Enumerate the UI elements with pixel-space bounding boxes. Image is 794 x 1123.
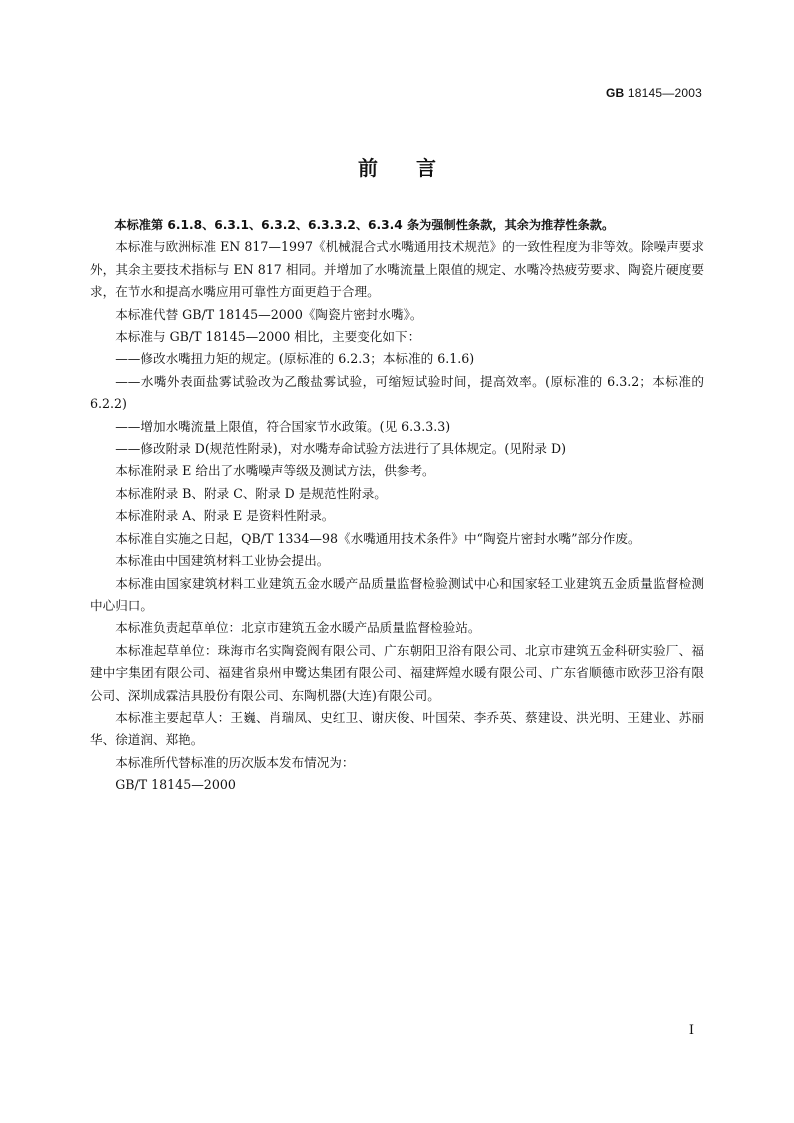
change-item: ——修改水嘴扭力矩的规定。(原标准的 6.2.3；本标准的 6.1.6) — [115, 351, 475, 367]
standard-code-prefix: GB — [605, 86, 625, 100]
page-number: I — [688, 1023, 694, 1038]
abolished-standard-paragraph: 本标准自实施之日起，QB/T 1334—98《水嘴通用技术条件》中“陶瓷片密封水嘴”部分作废。 — [115, 530, 641, 546]
drafting-units-paragraph: 本标准起草单位：珠海市名实陶瓷阀有限公司、广东朝阳卫浴有限公司、北京市建筑五金科研实验厂、福建中宇集团有限公司、福建省泉州申鹭达集团有限公司、福建辉煌水暖有限公司、广东省顺德市欧莎卫浴有限公司、深圳成霖洁具股份有限公司、东陶机器(大连)有限公司。 — [90, 642, 704, 703]
version-history-item: GB/T 18145—2000 — [115, 777, 236, 793]
informative-annex-paragraph: 本标准附录 A、附录 E 是资料性附录。 — [115, 508, 335, 524]
page-title: 前言 — [358, 156, 474, 180]
replaces-paragraph: 本标准代替 GB/T 18145—2000《陶瓷片密封水嘴》。 — [115, 306, 423, 322]
proposed-by-paragraph: 本标准由中国建筑材料工业协会提出。 — [115, 553, 330, 569]
change-item: ——修改附录 D(规范性附录)，对水嘴寿命试验方法进行了具体规定。(见附录 D) — [115, 441, 567, 457]
normative-annex-paragraph: 本标准附录 B、附录 C、附录 D 是规范性附录。 — [115, 485, 387, 501]
centralized-by-paragraph: 本标准由国家建筑材料工业建筑五金水暖产品质量监督检验测试中心和国家轻工业建筑五金质量监督检测中心归口。 — [90, 575, 704, 613]
standard-code-header — [606, 86, 702, 100]
equivalence-paragraph: 本标准与欧洲标准 EN 817—1997《机械混合式水嘴通用技术规范》的一致性程度为非等效。除噪声要求外，其余主要技术指标与 EN 817 相同。并增加了水嘴流量上限值的规定、水嘴冷热疲劳要求、陶瓷片硬度要求，在节水和提高水嘴应用可靠性方面更趋于合理。 — [90, 239, 704, 300]
responsible-drafter-paragraph: 本标准负责起草单位：北京市建筑五金水暖产品质量监督检验站。 — [115, 620, 481, 636]
version-history-intro: 本标准所代替标准的历次版本发布情况为： — [115, 754, 355, 770]
main-drafters-paragraph: 本标准主要起草人：王巍、肖瑞凤、史红卫、谢庆俊、叶国荣、李乔英、蔡建设、洪光明、王建业、苏丽华、徐道润、郑艳。 — [90, 709, 704, 748]
annex-e-paragraph: 本标准附录 E 给出了水嘴噪声等级及测试方法，供参考。 — [115, 463, 435, 479]
mandatory-clauses-paragraph: 本标准第 6.1.8、6.3.1、6.3.2、6.3.3.2、6.3.4 条为强制性条款，其余为推荐性条款。 — [114, 218, 615, 232]
changes-intro-paragraph: 本标准与 GB/T 18145—2000 相比，主要变化如下： — [115, 329, 421, 345]
foreword-body — [90, 214, 704, 797]
standard-code-number: 18145—2003 — [627, 86, 702, 100]
change-item: ——增加水嘴流量上限值，符合国家节水政策。(见 6.3.3.3) — [115, 418, 451, 434]
change-item: ——水嘴外表面盐雾试验改为乙酸盐雾试验，可缩短试验时间，提高效率。(原标准的 6.3.2；本标准的 6.2.2) — [90, 373, 704, 412]
